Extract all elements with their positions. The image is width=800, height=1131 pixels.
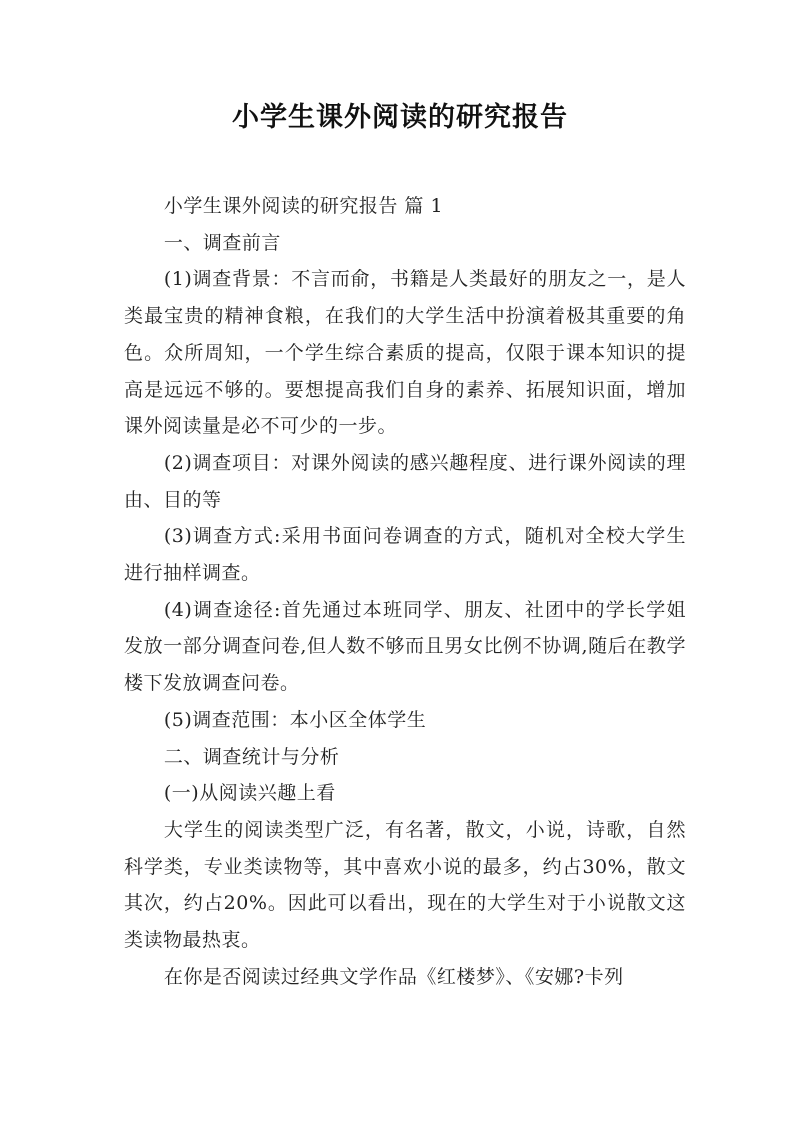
paragraph-method: (3)调查方式:采用书面问卷调查的方式，随机对全校大学生进行抽样调查。 — [124, 525, 686, 585]
paragraph-interest: 大学生的阅读类型广泛，有名著，散文，小说，诗歌，自然科学类，专业类读物等，其中喜欢小说的最多，约占30%，散文其次，约占20%。因此可以看出，现在的大学生对于小说散文这类读物最热衷。 — [124, 818, 686, 952]
paragraph-classics: 在你是否阅读过经典文学作品《红楼梦》、《安娜?卡列 — [163, 965, 624, 988]
section-heading: 二、调查统计与分析 — [163, 745, 340, 768]
paragraph-channel: (4)调查途径:首先通过本班同学、朋友、社团中的学长学姐发放一部分调查问卷,但人数不够而且男女比例不协调,随后在教学楼下发放调查问卷。 — [124, 598, 686, 695]
document-body — [124, 188, 686, 995]
paragraph-heading: 小学生课外阅读的研究报告 篇 1 — [163, 195, 444, 217]
subsection-heading: (一)从阅读兴趣上看 — [163, 782, 336, 805]
paragraph-items: (2)调查项目：对课外阅读的感兴趣程度、进行课外阅读的理由、目的等 — [124, 451, 686, 511]
paragraph-background: (1)调查背景：不言而俞，书籍是人类最好的朋友之一，是人类最宝贵的精神食粮，在我们的大学生活中扮演着极其重要的角色。众所周知，一个学生综合素质的提高，仅限于课本知识的提高是远远不够的。要想提高我们自身的素养、拓展知识面，增加课外阅读量是必不可少的一步。 — [124, 268, 686, 438]
section-heading: 一、调查前言 — [163, 231, 281, 254]
page-title: 小学生课外阅读的研究报告 — [232, 102, 568, 133]
paragraph-scope: (5)调查范围：本小区全体学生 — [163, 708, 427, 731]
